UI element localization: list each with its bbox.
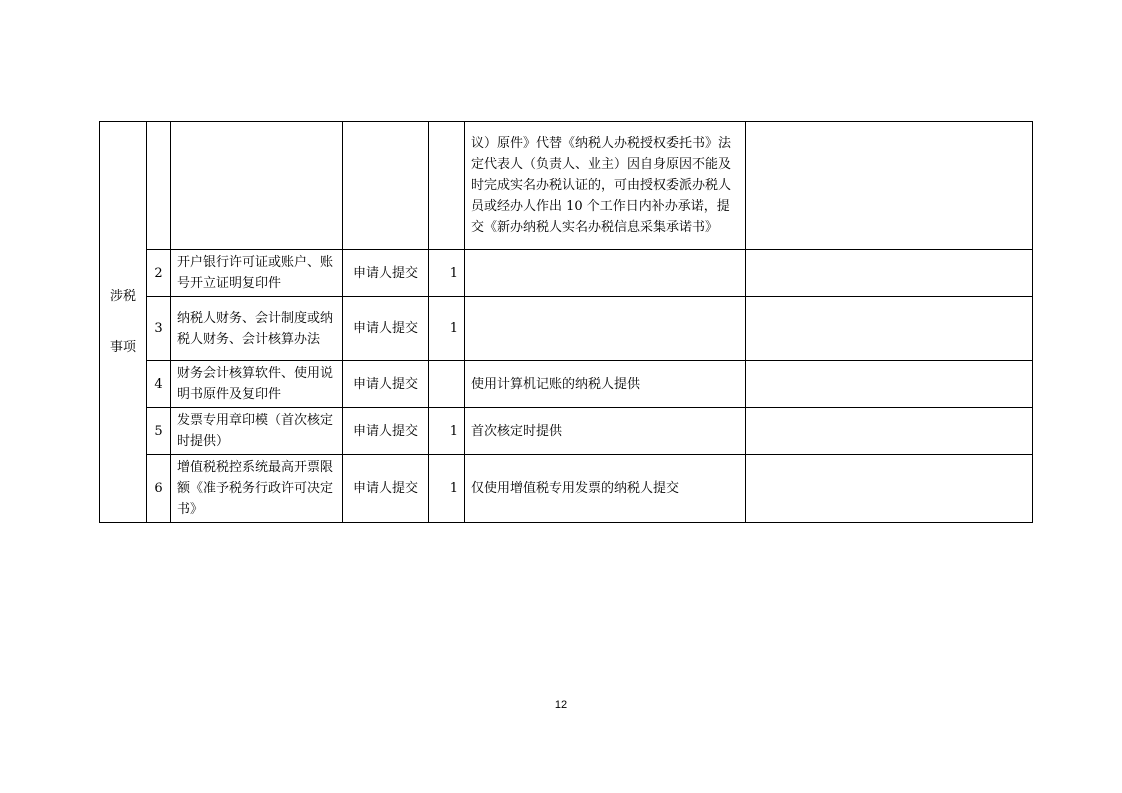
note-cell: 首次核定时提供 <box>465 408 746 455</box>
table-row <box>100 361 1033 408</box>
copies-cell: 1 <box>429 408 465 455</box>
section-label-line2: 事项 <box>109 340 136 355</box>
material-cell: 财务会计核算软件、使用说明书原件及复印件 <box>171 361 343 408</box>
copies-cell: 1 <box>429 250 465 297</box>
copies-cell: 1 <box>429 297 465 361</box>
remark-cell <box>746 455 1033 523</box>
table-row <box>100 297 1033 361</box>
submitter-cell: 申请人提交 <box>343 408 429 455</box>
section-label-line1: 涉税 <box>109 289 136 304</box>
submitter-cell: 申请人提交 <box>343 361 429 408</box>
num-cell: 6 <box>147 455 171 523</box>
material-cell: 纳税人财务、会计制度或纳税人财务、会计核算办法 <box>171 297 343 361</box>
submitter-cell: 申请人提交 <box>343 250 429 297</box>
material-cell <box>171 122 343 250</box>
submitter-cell <box>343 122 429 250</box>
note-cell: 使用计算机记账的纳税人提供 <box>465 361 746 408</box>
copies-cell <box>429 122 465 250</box>
material-cell: 增值税税控系统最高开票限额《准予税务行政许可决定书》 <box>171 455 343 523</box>
copies-cell <box>429 361 465 408</box>
table-row <box>100 455 1033 523</box>
num-cell <box>147 122 171 250</box>
materials-table <box>99 121 1033 523</box>
table-row <box>100 122 1033 250</box>
submitter-cell: 申请人提交 <box>343 455 429 523</box>
table-row <box>100 408 1033 455</box>
num-cell: 3 <box>147 297 171 361</box>
note-cell: 仅使用增值税专用发票的纳税人提交 <box>465 455 746 523</box>
note-cell <box>465 250 746 297</box>
num-cell: 5 <box>147 408 171 455</box>
remark-cell <box>746 122 1033 250</box>
section-label-cell <box>100 122 147 523</box>
num-cell: 4 <box>147 361 171 408</box>
remark-cell <box>746 250 1033 297</box>
note-cell: 议）原件》代替《纳税人办税授权委托书》法定代表人（负责人、业主）因自身原因不能及时完成实名办税认证的，可由授权委派办税人员或经办人作出 10 个工作日内补办承诺，提交《新办纳税人实名办税信息采集承诺书》 <box>465 122 746 250</box>
remark-cell <box>746 408 1033 455</box>
material-cell: 发票专用章印模（首次核定时提供） <box>171 408 343 455</box>
note-cell <box>465 297 746 361</box>
submitter-cell: 申请人提交 <box>343 297 429 361</box>
num-cell: 2 <box>147 250 171 297</box>
page-number: 12 <box>554 699 568 711</box>
copies-cell: 1 <box>429 455 465 523</box>
material-cell: 开户银行许可证或账户、账号开立证明复印件 <box>171 250 343 297</box>
remark-cell <box>746 297 1033 361</box>
table-row <box>100 250 1033 297</box>
remark-cell <box>746 361 1033 408</box>
